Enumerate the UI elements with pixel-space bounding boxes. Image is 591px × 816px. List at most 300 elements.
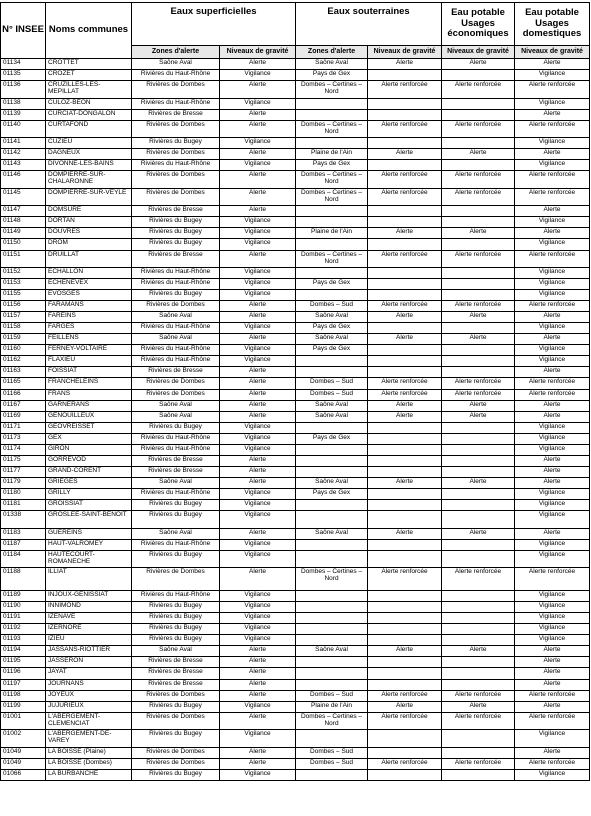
cell-niveau-souterraine [368,109,442,120]
cell-zone-souterraine: Saône Aval [296,411,368,422]
cell-niveau-eau-domestique: Vigilance [515,539,590,550]
cell-commune-name: ILLIAT [46,568,132,591]
cell-commune-name: DIVONNE-LES-BAINS [46,160,132,171]
cell-niveau-souterraine [368,290,442,301]
cell-zone-superficielle: Rivières de Dombes [132,712,220,730]
cell-insee: 01191 [1,613,46,624]
cell-niveau-eau-domestique: Alerte [515,59,590,70]
cell-insee: 01199 [1,701,46,712]
cell-zone-souterraine [296,466,368,477]
cell-zone-superficielle: Rivières de Dombes [132,747,220,758]
cell-niveau-superficielle: Alerte [220,378,296,389]
cell-commune-name: CURTAFOND [46,120,132,138]
cell-niveau-eau-economique [442,268,515,279]
cell-niveau-souterraine [368,679,442,690]
cell-zone-souterraine: Plaine de l'Ain [296,149,368,160]
table-row [1,635,590,646]
cell-zone-souterraine [296,367,368,378]
cell-niveau-superficielle: Vigilance [220,422,296,433]
cell-zone-superficielle: Rivières du Haut-Rhône [132,323,220,334]
cell-commune-name: FAREINS [46,312,132,323]
cell-zone-souterraine: Plaine de l'Ain [296,701,368,712]
cell-niveau-superficielle: Vigilance [220,239,296,250]
cell-insee: 01196 [1,668,46,679]
cell-zone-souterraine [296,635,368,646]
cell-niveau-souterraine [368,730,442,748]
cell-insee: 01195 [1,657,46,668]
cell-commune-name: GRIEGES [46,477,132,488]
cell-niveau-souterraine [368,613,442,624]
cell-insee: 01166 [1,389,46,400]
cell-niveau-souterraine: Alerte [368,528,442,539]
cell-niveau-eau-economique [442,602,515,613]
cell-niveau-souterraine: Alerte [368,646,442,657]
cell-zone-superficielle: Rivières de Dombes [132,378,220,389]
table-row [1,59,590,70]
cell-zone-superficielle: Rivières de Dombes [132,188,220,206]
cell-commune-name: FARAMANS [46,301,132,312]
cell-insee: 01165 [1,378,46,389]
cell-zone-souterraine: Dombes – Certines – Nord [296,120,368,138]
cell-niveau-eau-economique [442,290,515,301]
cell-niveau-souterraine: Alerte [368,228,442,239]
cell-niveau-superficielle: Alerte [220,206,296,217]
cell-zone-souterraine: Pays de Gex [296,433,368,444]
header-eaux-superficielles: Eaux superficielles [132,3,296,46]
cell-niveau-superficielle: Alerte [220,747,296,758]
table-row [1,690,590,701]
cell-niveau-superficielle: Vigilance [220,635,296,646]
cell-zone-souterraine [296,679,368,690]
cell-niveau-superficielle: Vigilance [220,539,296,550]
cell-niveau-eau-domestique: Vigilance [515,613,590,624]
cell-commune-name: DAGNEUX [46,149,132,160]
cell-niveau-souterraine: Alerte renforcée [368,568,442,591]
cell-commune-name: GRILLY [46,488,132,499]
cell-insee: 01049 [1,747,46,758]
cell-insee: 01152 [1,268,46,279]
cell-commune-name: CURCIAT-DONGALON [46,109,132,120]
cell-insee: 01181 [1,500,46,511]
cell-niveau-eau-economique: Alerte [442,149,515,160]
cell-niveau-eau-domestique: Alerte [515,679,590,690]
cell-zone-souterraine: Dombes – Sud [296,301,368,312]
cell-niveau-superficielle: Vigilance [220,323,296,334]
header-niveaux-gravite-sup: Niveaux de gravité [220,46,296,59]
table-row [1,539,590,550]
table-row [1,411,590,422]
cell-niveau-eau-domestique: Alerte [515,206,590,217]
cell-niveau-eau-economique: Alerte renforcée [442,389,515,400]
cell-zone-souterraine [296,624,368,635]
cell-zone-superficielle: Rivières du Haut-Rhône [132,345,220,356]
table-row [1,345,590,356]
cell-niveau-souterraine [368,500,442,511]
cell-niveau-eau-domestique: Alerte [515,747,590,758]
cell-niveau-eau-domestique: Vigilance [515,356,590,367]
table-row [1,171,590,189]
cell-insee: 01138 [1,98,46,109]
cell-niveau-souterraine [368,138,442,149]
cell-zone-superficielle: Rivières du Bugey [132,217,220,228]
header-noms-communes: Noms communes [46,3,132,59]
cell-insee: 01190 [1,602,46,613]
cell-commune-name: GRAND-CORENT [46,466,132,477]
cell-niveau-eau-economique: Alerte [442,334,515,345]
cell-insee: 01173 [1,433,46,444]
cell-zone-souterraine: Dombes – Certines – Nord [296,568,368,591]
cell-commune-name: CULOZ-BEON [46,98,132,109]
cell-zone-souterraine [296,539,368,550]
table-row [1,758,590,769]
cell-niveau-eau-economique: Alerte [442,228,515,239]
cell-niveau-eau-economique [442,98,515,109]
cell-niveau-eau-economique: Alerte renforcée [442,568,515,591]
cell-niveau-souterraine [368,488,442,499]
cell-niveau-eau-economique: Alerte renforcée [442,81,515,99]
cell-niveau-eau-domestique: Vigilance [515,70,590,81]
cell-zone-souterraine [296,217,368,228]
cell-commune-name: CUZIEU [46,138,132,149]
cell-zone-superficielle: Rivières de Dombes [132,758,220,769]
cell-zone-souterraine: Saône Aval [296,400,368,411]
cell-niveau-superficielle: Vigilance [220,511,296,529]
cell-niveau-souterraine [368,268,442,279]
cell-niveau-eau-domestique: Vigilance [515,422,590,433]
header-zones-alerte-sup: Zones d'alerte [132,46,220,59]
cell-niveau-superficielle: Vigilance [220,268,296,279]
cell-niveau-souterraine [368,444,442,455]
cell-insee: 01187 [1,539,46,550]
cell-zone-souterraine: Dombes – Certines – Nord [296,171,368,189]
cell-zone-superficielle: Rivières du Haut-Rhône [132,539,220,550]
cell-zone-souterraine: Pays de Gex [296,323,368,334]
table-row [1,679,590,690]
cell-niveau-eau-domestique: Alerte [515,701,590,712]
cell-niveau-eau-economique: Alerte renforcée [442,712,515,730]
cell-niveau-superficielle: Alerte [220,120,296,138]
cell-niveau-eau-domestique: Alerte [515,528,590,539]
cell-niveau-eau-domestique: Vigilance [515,635,590,646]
cell-niveau-superficielle: Vigilance [220,444,296,455]
cell-commune-name: GORREVOD [46,455,132,466]
cell-zone-souterraine: Saône Aval [296,312,368,323]
cell-niveau-superficielle: Vigilance [220,433,296,444]
table-row [1,356,590,367]
cell-niveau-souterraine [368,769,442,780]
cell-commune-name: IZIEU [46,635,132,646]
cell-zone-superficielle: Rivières du Bugey [132,228,220,239]
cell-zone-superficielle: Rivières du Haut-Rhône [132,160,220,171]
cell-niveau-souterraine [368,217,442,228]
cell-niveau-superficielle: Alerte [220,528,296,539]
cell-zone-souterraine [296,511,368,529]
table-row [1,378,590,389]
table-row [1,624,590,635]
cell-niveau-eau-domestique: Alerte [515,400,590,411]
cell-zone-souterraine: Pays de Gex [296,160,368,171]
cell-niveau-eau-domestique: Vigilance [515,323,590,334]
cell-niveau-souterraine [368,367,442,378]
cell-niveau-souterraine: Alerte renforcée [368,378,442,389]
cell-niveau-eau-domestique: Alerte [515,367,590,378]
header-eau-potable-economiques: Eau potable Usages économiques [442,3,515,46]
cell-niveau-eau-economique: Alerte [442,528,515,539]
cell-niveau-superficielle: Alerte [220,411,296,422]
table-row [1,500,590,511]
cell-niveau-superficielle: Alerte [220,657,296,668]
cell-niveau-superficielle: Vigilance [220,701,296,712]
cell-zone-souterraine: Pays de Gex [296,70,368,81]
cell-niveau-eau-economique [442,550,515,568]
cell-insee: 01002 [1,730,46,748]
cell-niveau-eau-domestique: Alerte [515,334,590,345]
cell-commune-name: INNIMOND [46,602,132,613]
cell-niveau-superficielle: Alerte [220,367,296,378]
cell-niveau-eau-economique [442,279,515,290]
cell-niveau-souterraine: Alerte renforcée [368,120,442,138]
cell-niveau-eau-economique [442,657,515,668]
cell-zone-superficielle: Rivières du Bugey [132,602,220,613]
cell-niveau-eau-domestique: Alerte renforcée [515,712,590,730]
cell-niveau-superficielle: Vigilance [220,279,296,290]
cell-commune-name: JUJURIEUX [46,701,132,712]
cell-niveau-eau-economique [442,511,515,529]
table-row [1,488,590,499]
cell-insee: 01159 [1,334,46,345]
table-row [1,591,590,602]
table-row [1,477,590,488]
cell-commune-name: JOURNANS [46,679,132,690]
cell-zone-souterraine [296,602,368,613]
cell-niveau-eau-domestique: Vigilance [515,624,590,635]
cell-commune-name: LA BOISSE (Dombes) [46,758,132,769]
cell-zone-superficielle: Rivières de Bresse [132,206,220,217]
table-row [1,528,590,539]
cell-niveau-eau-economique: Alerte renforcée [442,690,515,701]
cell-niveau-superficielle: Vigilance [220,730,296,748]
cell-niveau-eau-domestique: Vigilance [515,433,590,444]
cell-niveau-superficielle: Vigilance [220,70,296,81]
cell-niveau-superficielle: Vigilance [220,550,296,568]
cell-insee: 01169 [1,411,46,422]
cell-niveau-eau-economique [442,217,515,228]
cell-insee: 01146 [1,171,46,189]
cell-niveau-souterraine [368,70,442,81]
cell-niveau-superficielle: Alerte [220,334,296,345]
cell-insee: 01049 [1,758,46,769]
cell-zone-superficielle: Saône Aval [132,59,220,70]
cell-niveau-souterraine [368,279,442,290]
cell-niveau-eau-economique: Alerte renforcée [442,301,515,312]
cell-niveau-eau-domestique: Alerte renforcée [515,188,590,206]
cell-niveau-souterraine: Alerte [368,149,442,160]
cell-zone-souterraine [296,668,368,679]
cell-niveau-souterraine: Alerte renforcée [368,690,442,701]
cell-niveau-eau-economique [442,323,515,334]
cell-zone-superficielle: Saône Aval [132,477,220,488]
table-row [1,81,590,99]
table-row [1,511,590,529]
cell-niveau-eau-economique [442,769,515,780]
table-row [1,268,590,279]
cell-niveau-eau-domestique: Alerte renforcée [515,690,590,701]
table-row [1,98,590,109]
cell-niveau-eau-economique [442,356,515,367]
cell-zone-superficielle: Rivières de Bresse [132,250,220,268]
cell-zone-souterraine: Pays de Gex [296,279,368,290]
cell-niveau-souterraine: Alerte [368,59,442,70]
cell-insee: 01134 [1,59,46,70]
cell-niveau-superficielle: Vigilance [220,769,296,780]
cell-zone-superficielle: Rivières de Bresse [132,455,220,466]
cell-niveau-eau-economique [442,466,515,477]
cell-zone-souterraine [296,239,368,250]
cell-niveau-eau-domestique: Vigilance [515,290,590,301]
cell-niveau-souterraine [368,345,442,356]
cell-commune-name: CROTTET [46,59,132,70]
cell-niveau-eau-domestique: Alerte renforcée [515,758,590,769]
cell-commune-name: L'ABERGEMENT-CLEMENCIAT [46,712,132,730]
cell-niveau-eau-domestique: Vigilance [515,730,590,748]
cell-zone-superficielle: Rivières de Dombes [132,171,220,189]
cell-niveau-souterraine: Alerte renforcée [368,81,442,99]
cell-niveau-eau-economique [442,160,515,171]
table-row [1,701,590,712]
cell-zone-superficielle: Rivières du Bugey [132,769,220,780]
cell-niveau-eau-economique [442,422,515,433]
cell-niveau-eau-economique [442,345,515,356]
cell-insee: 01338 [1,511,46,529]
cell-zone-souterraine: Dombes – Sud [296,389,368,400]
cell-niveau-souterraine [368,239,442,250]
cell-zone-souterraine: Dombes – Certines – Nord [296,81,368,99]
cell-niveau-superficielle: Vigilance [220,591,296,602]
table-row [1,668,590,679]
cell-niveau-souterraine: Alerte renforcée [368,188,442,206]
cell-insee: 01162 [1,356,46,367]
cell-insee: 01153 [1,279,46,290]
cell-zone-superficielle: Rivières du Bugey [132,730,220,748]
cell-commune-name: IZENAVE [46,613,132,624]
cell-niveau-eau-economique [442,591,515,602]
cell-insee: 01192 [1,624,46,635]
cell-zone-superficielle: Rivières du Bugey [132,511,220,529]
cell-zone-superficielle: Rivières du Bugey [132,624,220,635]
table-row [1,769,590,780]
cell-niveau-eau-domestique: Vigilance [515,511,590,529]
cell-insee: 01179 [1,477,46,488]
cell-niveau-eau-domestique: Alerte renforcée [515,250,590,268]
cell-zone-superficielle: Saône Aval [132,411,220,422]
table-row [1,323,590,334]
cell-commune-name: JASSERON [46,657,132,668]
cell-niveau-eau-economique [442,730,515,748]
header-insee: N° INSEE [1,3,46,59]
cell-insee: 01188 [1,568,46,591]
cell-zone-souterraine: Dombes – Sud [296,747,368,758]
cell-niveau-superficielle: Alerte [220,312,296,323]
table-row [1,228,590,239]
cell-niveau-souterraine: Alerte renforcée [368,389,442,400]
cell-niveau-superficielle: Vigilance [220,356,296,367]
cell-zone-superficielle: Rivières de Bresse [132,466,220,477]
cell-niveau-eau-economique: Alerte [442,477,515,488]
cell-zone-souterraine [296,444,368,455]
cell-commune-name: CROZET [46,70,132,81]
cell-niveau-superficielle: Vigilance [220,290,296,301]
cell-zone-superficielle: Rivières du Bugey [132,290,220,301]
cell-niveau-souterraine [368,747,442,758]
cell-niveau-eau-economique: Alerte renforcée [442,250,515,268]
cell-niveau-souterraine [368,591,442,602]
cell-niveau-souterraine: Alerte [368,701,442,712]
cell-niveau-souterraine [368,98,442,109]
cell-niveau-eau-domestique: Alerte [515,646,590,657]
cell-zone-souterraine: Dombes – Certines – Nord [296,250,368,268]
cell-zone-souterraine [296,138,368,149]
cell-zone-souterraine: Pays de Gex [296,488,368,499]
cell-niveau-eau-economique [442,668,515,679]
cell-zone-souterraine [296,109,368,120]
cell-commune-name: FERNEY-VOLTAIRE [46,345,132,356]
cell-insee: 01174 [1,444,46,455]
cell-commune-name: GIRON [46,444,132,455]
cell-insee: 01141 [1,138,46,149]
cell-niveau-souterraine: Alerte [368,400,442,411]
cell-insee: 01157 [1,312,46,323]
cell-zone-superficielle: Rivières du Haut-Rhône [132,98,220,109]
cell-zone-souterraine [296,422,368,433]
cell-niveau-souterraine [368,160,442,171]
cell-niveau-eau-domestique: Vigilance [515,160,590,171]
cell-commune-name: DRUILLAT [46,250,132,268]
cell-niveau-superficielle: Alerte [220,400,296,411]
cell-niveau-superficielle: Alerte [220,109,296,120]
cell-niveau-eau-economique [442,138,515,149]
cell-commune-name: LA BURBANCHE [46,769,132,780]
cell-insee: 01142 [1,149,46,160]
table-row [1,312,590,323]
cell-zone-souterraine: Dombes – Sud [296,690,368,701]
cell-niveau-souterraine [368,323,442,334]
cell-niveau-souterraine [368,624,442,635]
cell-niveau-eau-economique [442,455,515,466]
cell-niveau-eau-domestique: Alerte [515,312,590,323]
cell-niveau-eau-domestique: Vigilance [515,268,590,279]
cell-zone-souterraine [296,268,368,279]
cell-commune-name: INJOUX-GENISSIAT [46,591,132,602]
table-row [1,160,590,171]
cell-niveau-superficielle: Vigilance [220,488,296,499]
cell-niveau-eau-domestique: Alerte renforcée [515,568,590,591]
cell-zone-souterraine: Saône Aval [296,528,368,539]
cell-niveau-superficielle: Alerte [220,188,296,206]
table-row [1,602,590,613]
cell-niveau-superficielle: Vigilance [220,160,296,171]
cell-niveau-eau-economique: Alerte renforcée [442,120,515,138]
cell-insee: 01198 [1,690,46,701]
table-row [1,466,590,477]
cell-niveau-eau-economique: Alerte renforcée [442,188,515,206]
cell-commune-name: GENOUILLEUX [46,411,132,422]
table-row [1,188,590,206]
cell-zone-superficielle: Rivières du Haut-Rhône [132,70,220,81]
cell-commune-name: GEX [46,433,132,444]
cell-niveau-eau-domestique: Alerte [515,657,590,668]
cell-commune-name: HAUT-VALROMEY [46,539,132,550]
cell-insee: 01193 [1,635,46,646]
